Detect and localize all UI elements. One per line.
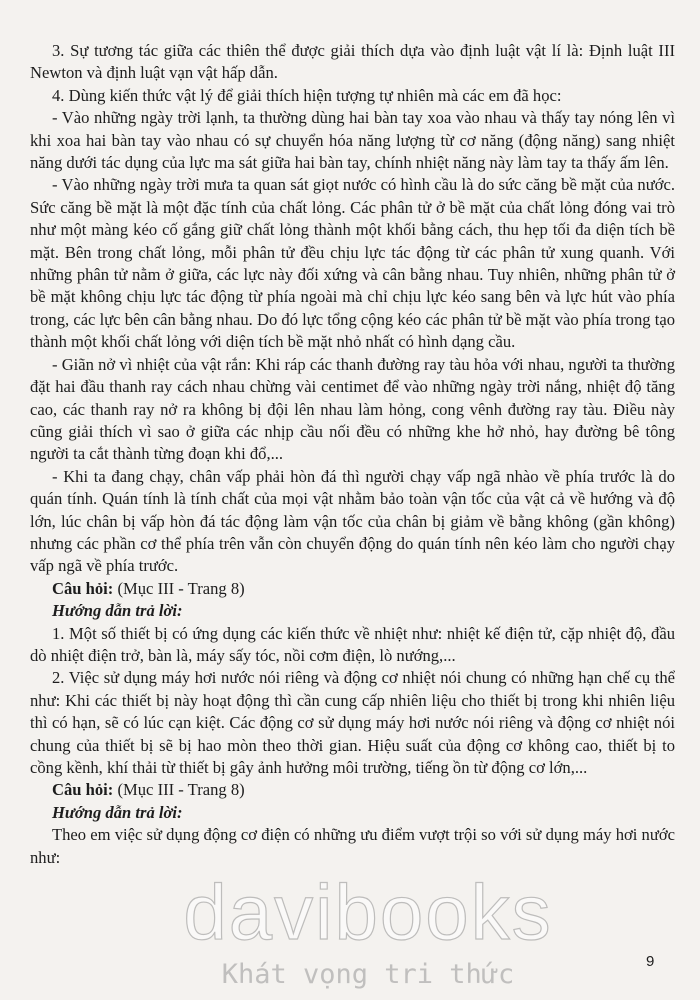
paragraph-inertia: - Khi ta đang chạy, chân vấp phải hòn đá thì người chạy vấp ngã nhào về phía trước là do quán tính. Quán tính là tính chất của mọi vật nhằm bảo toàn vận tốc của vật cả về hướng và độ lớn, lúc chân bị vấp hòn đá tác động làm vận tốc của chân bị giảm về bằng không (gần không) nhưng các phần cơ thể phía trên vẫn còn chuyển động do quán tính nên kéo làm cho người chạy vấp ngã về phía trước. (30, 466, 675, 576)
question-heading-2 (30, 779, 675, 801)
paragraph-thermal-expansion: - Giãn nở vì nhiệt của vật rắn: Khi ráp các thanh đường ray tàu hỏa với nhau, người ta thường đặt hai đầu thanh ray cách nhau chừng vài centimet để vào những ngày trời nắng, nhiệt độ tăng cao, các thanh ray nở ra không bị đội lên nhau làm hỏng, cong vênh đường ray tàu. Điều này cũng giải thích vì sao ở giữa các nhịp cầu nối đều có những khe hở nhỏ, hay đường bê tông người ta cắt thành từng đoạn khi đổ,... (30, 354, 675, 464)
question-heading-1 (30, 578, 675, 600)
answer-guide-label: Hướng dẫn trả lời: (52, 601, 183, 621)
answer-paragraph-1: 1. Một số thiết bị có ứng dụng các kiến thức về nhiệt như: nhiệt kế điện tử, cặp nhiệt độ, đầu dò nhiệt điện trở, bàn là, máy sấy tóc, nồi cơm điện, lò nướng,... (30, 623, 675, 665)
question-label: Câu hỏi: (52, 780, 114, 800)
watermark (158, 868, 578, 990)
answer-paragraph-3: Theo em việc sử dụng động cơ điện có những ưu điểm vượt trội so với sử dụng máy hơi nước như: (30, 825, 675, 867)
paragraph-rubbing-hands: - Vào những ngày trời lạnh, ta thường dùng hai bàn tay xoa vào nhau và thấy tay nóng lên vì khi xoa hai bàn tay vào nhau có sự chuyển hóa năng lượng từ cơ năng (động năng) sang nhiệt năng dưới tác dụng của lực ma sát giữa hai bàn tay, chính nhiệt năng này làm tay ta thấy ấm lên. (30, 108, 675, 173)
question-reference: (Mục III - Trang 8) (113, 578, 245, 598)
question-reference: (Mục III - Trang 8) (113, 780, 245, 800)
answer-paragraph-2: 2. Việc sử dụng máy hơi nước nói riêng và động cơ nhiệt nói chung có những hạn chế cụ thể như: Khi các thiết bị này hoạt động thì cần cung cấp nhiên liệu cho thiết bị trong khi nhiên liệu thì có hạn, sẽ có lúc cạn kiệt. Các động cơ sử dụng máy hơi nước nói riêng và động cơ nhiệt nói chung của thiết bị sẽ bị hao mòn theo thời gian. Hiệu suất của động cơ không cao, thiết bị to cồng kềnh, khí thải từ thiết bị gây ảnh hưởng môi trường, tiếng ồn từ động cơ lớn,... (30, 668, 675, 777)
answer-guide-heading-2 (30, 802, 675, 824)
page-body (30, 40, 675, 869)
answer-guide-heading-1 (30, 600, 675, 622)
paragraph-surface-tension: - Vào những ngày trời mưa ta quan sát giọt nước có hình cầu là do sức căng bề mặt của nước. Sức căng bề mặt là một đặc tính của chất lỏng. Các phân tử ở bề mặt của chất lỏng đóng vai trò như một màng kéo cố gắng giữ chất lỏng thành một khối bằng cách, thu hẹp tối đa diện tích bề mặt. Bên trong chất lỏng, mỗi phân tử đều chịu lực tác động từ các phân tử xung quanh. Với những phân tử nằm ở giữa, các lực này đối xứng và cân bằng nhau. Tuy nhiên, những phân tử ở bề mặt không chịu lực tác động từ phía ngoài mà chỉ chịu lực kéo sang bên và lực hút vào phía trong, các lực bên cân bằng nhau. Do đó lực tổng cộng kéo các phân tử bề mặt vào phía trong tạo thành một khối chất lỏng với diện tích bề mặt nhỏ nhất có hình dạng cầu. (30, 175, 675, 352)
paragraph-item-3: 3. Sự tương tác giữa các thiên thể được giải thích dựa vào định luật vật lí là: Định luật III Newton và định luật vạn vật hấp dẫn. (30, 41, 675, 83)
page-number: 9 (646, 953, 655, 970)
answer-guide-label: Hướng dẫn trả lời: (52, 802, 183, 822)
question-label: Câu hỏi: (52, 578, 114, 598)
watermark-slogan: Khát vọng tri thức (221, 959, 515, 990)
watermark-brand: davibooks (183, 868, 553, 956)
paragraph-item-4: 4. Dùng kiến thức vật lý để giải thích hiện tượng tự nhiên mà các em đã học: (52, 85, 562, 105)
